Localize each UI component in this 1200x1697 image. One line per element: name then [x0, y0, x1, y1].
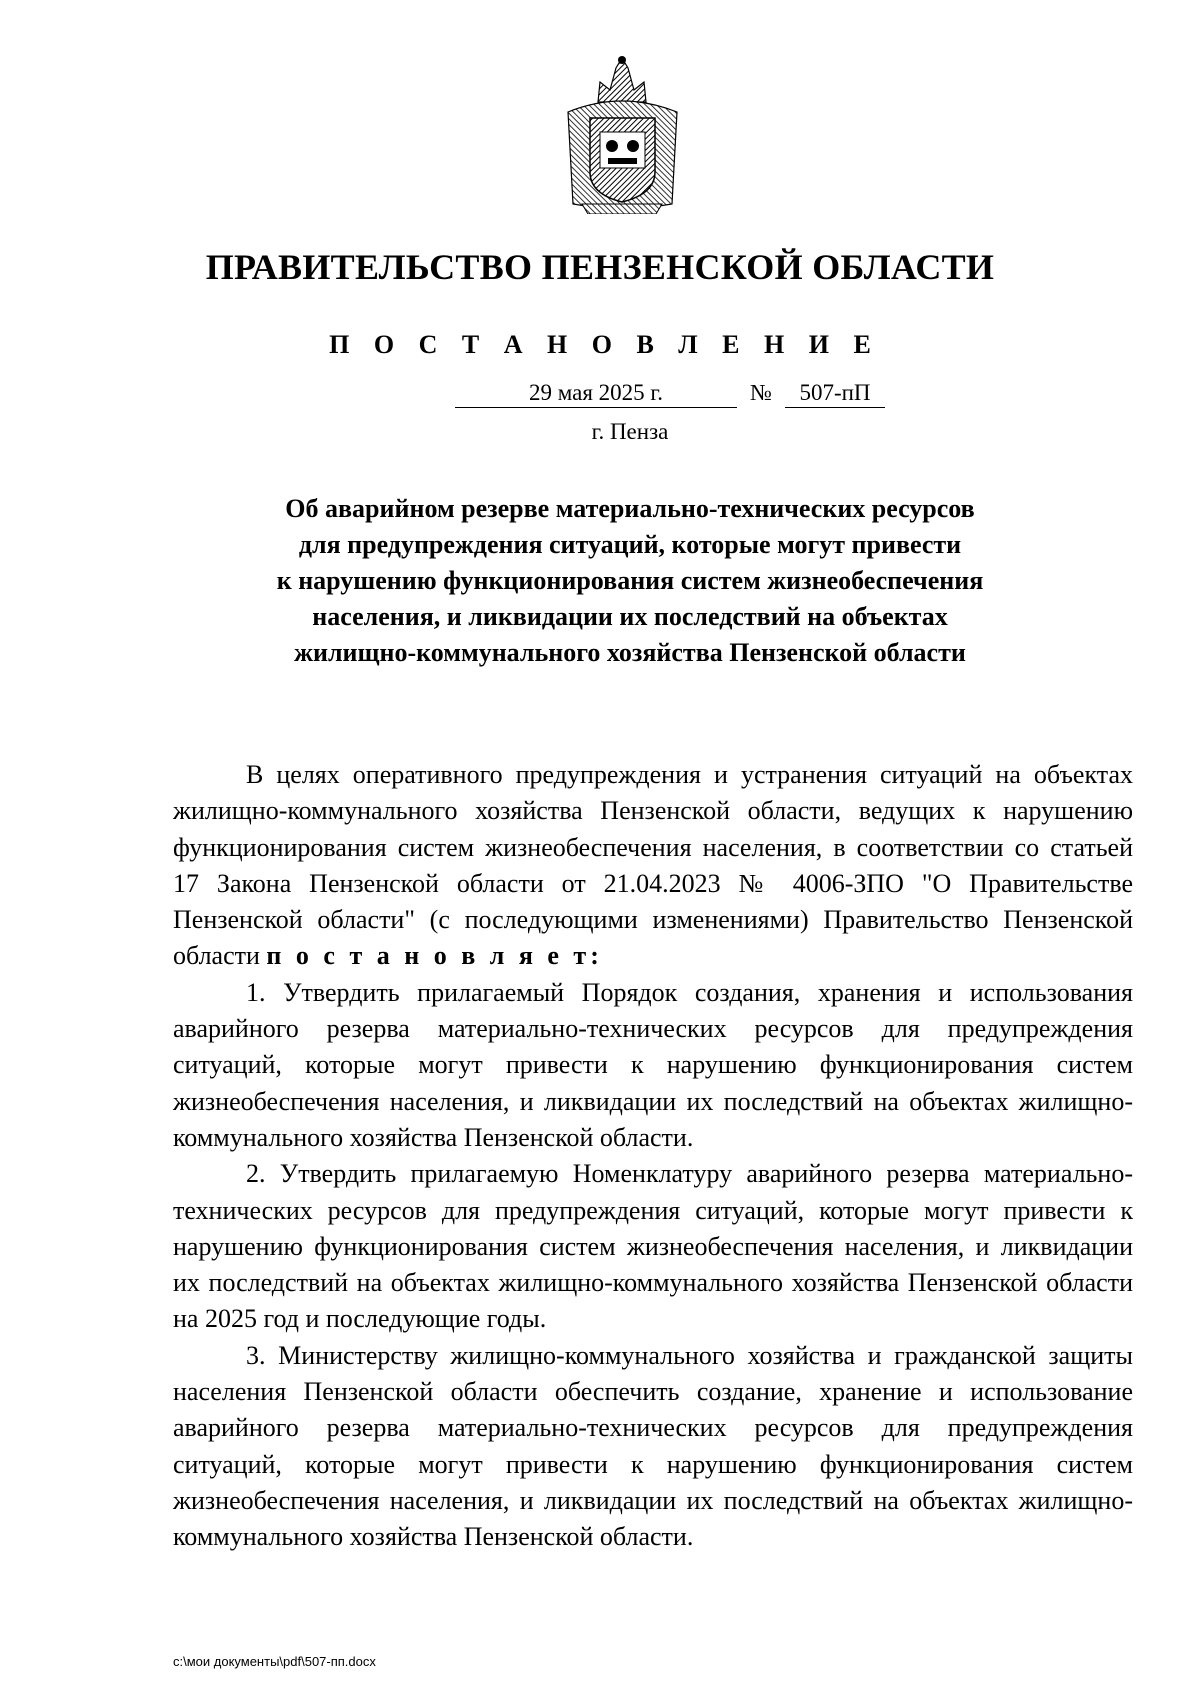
heading-line: населения, и ликвидации их последствий на объектах [312, 602, 948, 631]
intro-text: В целях оперативного предупреждения и устранения ситуаций на объектах жилищно-коммунального хозяйства Пензенской области, ведущих к нарушению функционирования систем жизнеобеспечения населения, в соответствии со статьей 17 Закона Пензенской области от 21.04.2023 № 4006-ЗПО "О Правительстве Пензенской области" (с последующими изменениями) Правительство Пензенской области [173, 760, 1133, 971]
document-type: П О С Т А Н О В Л Е Н И Е [329, 330, 880, 359]
heading-line: для предупреждения ситуаций, которые могут привести [298, 530, 962, 559]
clause-paragraph: 3. Министерству жилищно-коммунального хозяйства и гражданской защиты населения Пензенской области обеспечить создание, хранение и использование аварийного резерва материально-технических ресурсов для предупреждения ситуаций, которые могут привести к нарушению функционирования систем жизнеобеспечения населения, и ликвидации их последствий на объектах жилищно-коммунального хозяйства Пензенской области. [173, 1340, 1133, 1552]
intro-paragraph [173, 757, 1133, 975]
clause-paragraph: 1. Утвердить прилагаемый Порядок создания, хранения и использования аварийного резерва материально-технических ресурсов для предупреждения ситуаций, которые могут привести к нарушению функционирования систем жизнеобеспечения населения, и ликвидации их последствий на объектах жилищно-коммунального хозяйства Пензенской области. [173, 977, 1133, 1152]
document-number: 507-пП [785, 380, 885, 408]
resolves-word: п о с т а н о в л я е т: [266, 941, 603, 971]
number-sign: № [750, 380, 772, 405]
date-number-line [455, 380, 885, 410]
document-body [173, 757, 1133, 1556]
heading-line: Об аварийном резерве материально-технических ресурсов [285, 494, 975, 523]
document-date: 29 мая 2025 г. [455, 380, 737, 408]
document-city: г. Пенза [591, 419, 669, 444]
organization-title: ПРАВИТЕЛЬСТВО ПЕНЗЕНСКОЙ ОБЛАСТИ [205, 247, 995, 287]
document-heading [0, 491, 1200, 671]
coat-of-arms-icon [560, 54, 685, 214]
clause-paragraph: 2. Утвердить прилагаемую Номенклатуру аварийного резерва материально-технических ресурсов для предупреждения ситуаций, которые могут привести к нарушению функционирования систем жизнеобеспечения населения, и ликвидации их последствий на объектах жилищно-коммунального хозяйства Пензенской области на 2025 год и последующие годы. [173, 1159, 1133, 1334]
footer-file-path: c:\мои документы\pdf\507-пп.docx [173, 1654, 376, 1669]
heading-line: к нарушению функционирования систем жизнеобеспечения [276, 566, 984, 595]
heading-line: жилищно-коммунального хозяйства Пензенской области [294, 638, 966, 667]
